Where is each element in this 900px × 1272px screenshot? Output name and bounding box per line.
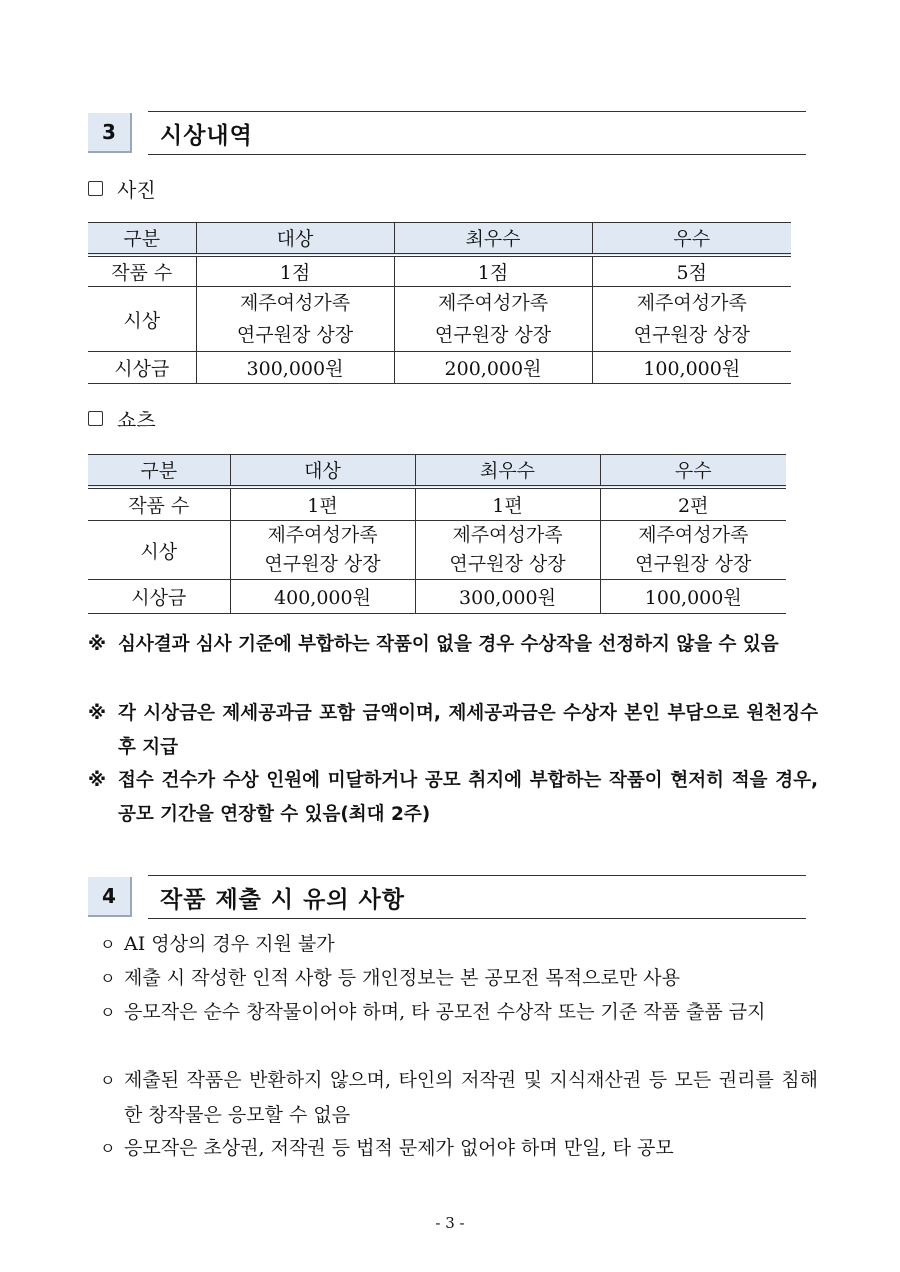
reference-mark-icon: ※ bbox=[88, 770, 106, 791]
header-rule-bottom bbox=[148, 918, 806, 919]
header-rule-top bbox=[148, 875, 806, 876]
row-label: 작품 수 bbox=[88, 487, 230, 521]
award-line-1: 제주여성가족 bbox=[638, 524, 749, 546]
reference-mark-icon: ※ bbox=[88, 703, 106, 724]
award-line-1: 제주여성가족 bbox=[437, 292, 549, 314]
award-line-1: 제주여성가족 bbox=[636, 292, 747, 314]
award-line-1: 제주여성가족 bbox=[452, 524, 563, 546]
list-item-text: 응모작은 순수 창작물이어야 하며, 타 공모전 수상작 또는 기준 작품 출품 금지 bbox=[124, 1001, 766, 1023]
note-text: 접수 건수가 수상 인원에 미달하거나 공모 취지에 부합하는 작품이 현저히 적을 경우, 공모 기간을 연장할 수 있음(최대 2주) bbox=[118, 770, 818, 825]
row-label: 시상금 bbox=[88, 580, 230, 614]
table-row bbox=[88, 255, 791, 287]
award-line-2: 연구원장 상장 bbox=[633, 324, 750, 346]
photo-award-table bbox=[88, 222, 791, 384]
note-text: 심사결과 심사 기준에 부합하는 작품이 없을 경우 수상작을 선정하지 않을 수 있음 bbox=[118, 634, 779, 655]
table-cell: 1점 bbox=[394, 255, 592, 287]
header-cell: 최우수 bbox=[415, 455, 600, 487]
page-number: - 3 - bbox=[435, 1214, 465, 1232]
section-3-header bbox=[88, 111, 806, 155]
table-row bbox=[88, 521, 786, 580]
header-cell: 최우수 bbox=[394, 223, 592, 255]
table-cell: 100,000원 bbox=[600, 580, 786, 614]
header-rule-bottom bbox=[148, 154, 806, 155]
note-text: 각 시상금은 제세공과금 포함 금액이며, 제세공과금은 수상자 본인 부담으로 원천징수 후 지급 bbox=[118, 703, 818, 758]
table-cell: 300,000원 bbox=[415, 580, 600, 614]
list-item-text: AI 영상의 경우 지원 불가 bbox=[124, 933, 335, 955]
list-item-text: 제출 시 작성한 인적 사항 등 개인정보는 본 공모전 목적으로만 사용 bbox=[124, 967, 680, 989]
table-row bbox=[88, 287, 791, 352]
note-item bbox=[88, 764, 818, 832]
award-line-2: 연구원장 상장 bbox=[434, 324, 552, 346]
table-cell bbox=[230, 521, 415, 580]
shorts-award-table bbox=[88, 454, 786, 614]
list-item bbox=[100, 1063, 818, 1132]
section-4-header bbox=[88, 875, 806, 919]
table-cell bbox=[196, 287, 394, 352]
award-line-2: 연구원장 상장 bbox=[635, 553, 752, 575]
note-item bbox=[88, 697, 818, 765]
table-cell: 1점 bbox=[196, 255, 394, 287]
header-cell: 우수 bbox=[600, 455, 786, 487]
circle-bullet-icon: ㅇ bbox=[100, 1003, 116, 1022]
table-cell: 400,000원 bbox=[230, 580, 415, 614]
square-bullet-icon bbox=[88, 411, 103, 426]
section-number: 3 bbox=[88, 113, 132, 153]
reference-mark-icon: ※ bbox=[88, 634, 106, 655]
section-number: 4 bbox=[88, 877, 132, 917]
circle-bullet-icon: ㅇ bbox=[100, 1071, 116, 1090]
table-cell: 300,000원 bbox=[196, 352, 394, 384]
table-header-row bbox=[88, 455, 786, 487]
table-row bbox=[88, 352, 791, 384]
table-cell bbox=[415, 521, 600, 580]
award-line-1: 제주여성가족 bbox=[267, 524, 378, 546]
section-title: 시상내역 bbox=[160, 123, 253, 149]
subheading-label: 사진 bbox=[117, 178, 156, 202]
circle-bullet-icon: ㅇ bbox=[100, 1139, 116, 1158]
list-item bbox=[100, 1131, 818, 1166]
table-cell: 1편 bbox=[415, 487, 600, 521]
row-label: 시상 bbox=[88, 521, 230, 580]
section-title: 작품 제출 시 유의 사항 bbox=[160, 887, 405, 913]
circle-bullet-icon: ㅇ bbox=[100, 935, 116, 954]
table-cell: 1편 bbox=[230, 487, 415, 521]
table-row bbox=[88, 487, 786, 521]
table-cell: 2편 bbox=[600, 487, 786, 521]
award-line-2: 연구원장 상장 bbox=[264, 553, 381, 575]
award-line-2: 연구원장 상장 bbox=[236, 324, 354, 346]
header-cell: 대상 bbox=[230, 455, 415, 487]
note-item bbox=[88, 628, 818, 662]
header-rule-top bbox=[148, 111, 806, 112]
award-line-1: 제주여성가족 bbox=[239, 292, 351, 314]
shorts-subheading bbox=[88, 404, 156, 433]
award-line-2: 연구원장 상장 bbox=[449, 553, 566, 575]
square-bullet-icon bbox=[88, 181, 103, 196]
table-header-row bbox=[88, 223, 791, 255]
list-item bbox=[100, 995, 818, 1030]
table-cell bbox=[592, 287, 791, 352]
subheading-label: 쇼츠 bbox=[117, 408, 156, 432]
table-cell: 200,000원 bbox=[394, 352, 592, 384]
row-label: 작품 수 bbox=[88, 255, 196, 287]
header-cell: 구분 bbox=[88, 455, 230, 487]
header-cell: 구분 bbox=[88, 223, 196, 255]
table-cell: 5점 bbox=[592, 255, 791, 287]
table-cell bbox=[394, 287, 592, 352]
list-item-text: 응모작은 초상권, 저작권 등 법적 문제가 없어야 하며 만일, 타 공모 bbox=[124, 1137, 674, 1159]
list-item-text: 제출된 작품은 반환하지 않으며, 타인의 저작권 및 지식재산권 등 모든 권리를 침해한 창작물은 응모할 수 없음 bbox=[124, 1069, 818, 1126]
table-cell: 100,000원 bbox=[592, 352, 791, 384]
header-cell: 우수 bbox=[592, 223, 791, 255]
row-label: 시상금 bbox=[88, 352, 196, 384]
row-label: 시상 bbox=[88, 287, 196, 352]
list-item bbox=[100, 927, 818, 962]
circle-bullet-icon: ㅇ bbox=[100, 969, 116, 988]
header-cell: 대상 bbox=[196, 223, 394, 255]
photo-subheading bbox=[88, 174, 156, 203]
table-row bbox=[88, 580, 786, 614]
table-cell bbox=[600, 521, 786, 580]
list-item bbox=[100, 961, 818, 996]
